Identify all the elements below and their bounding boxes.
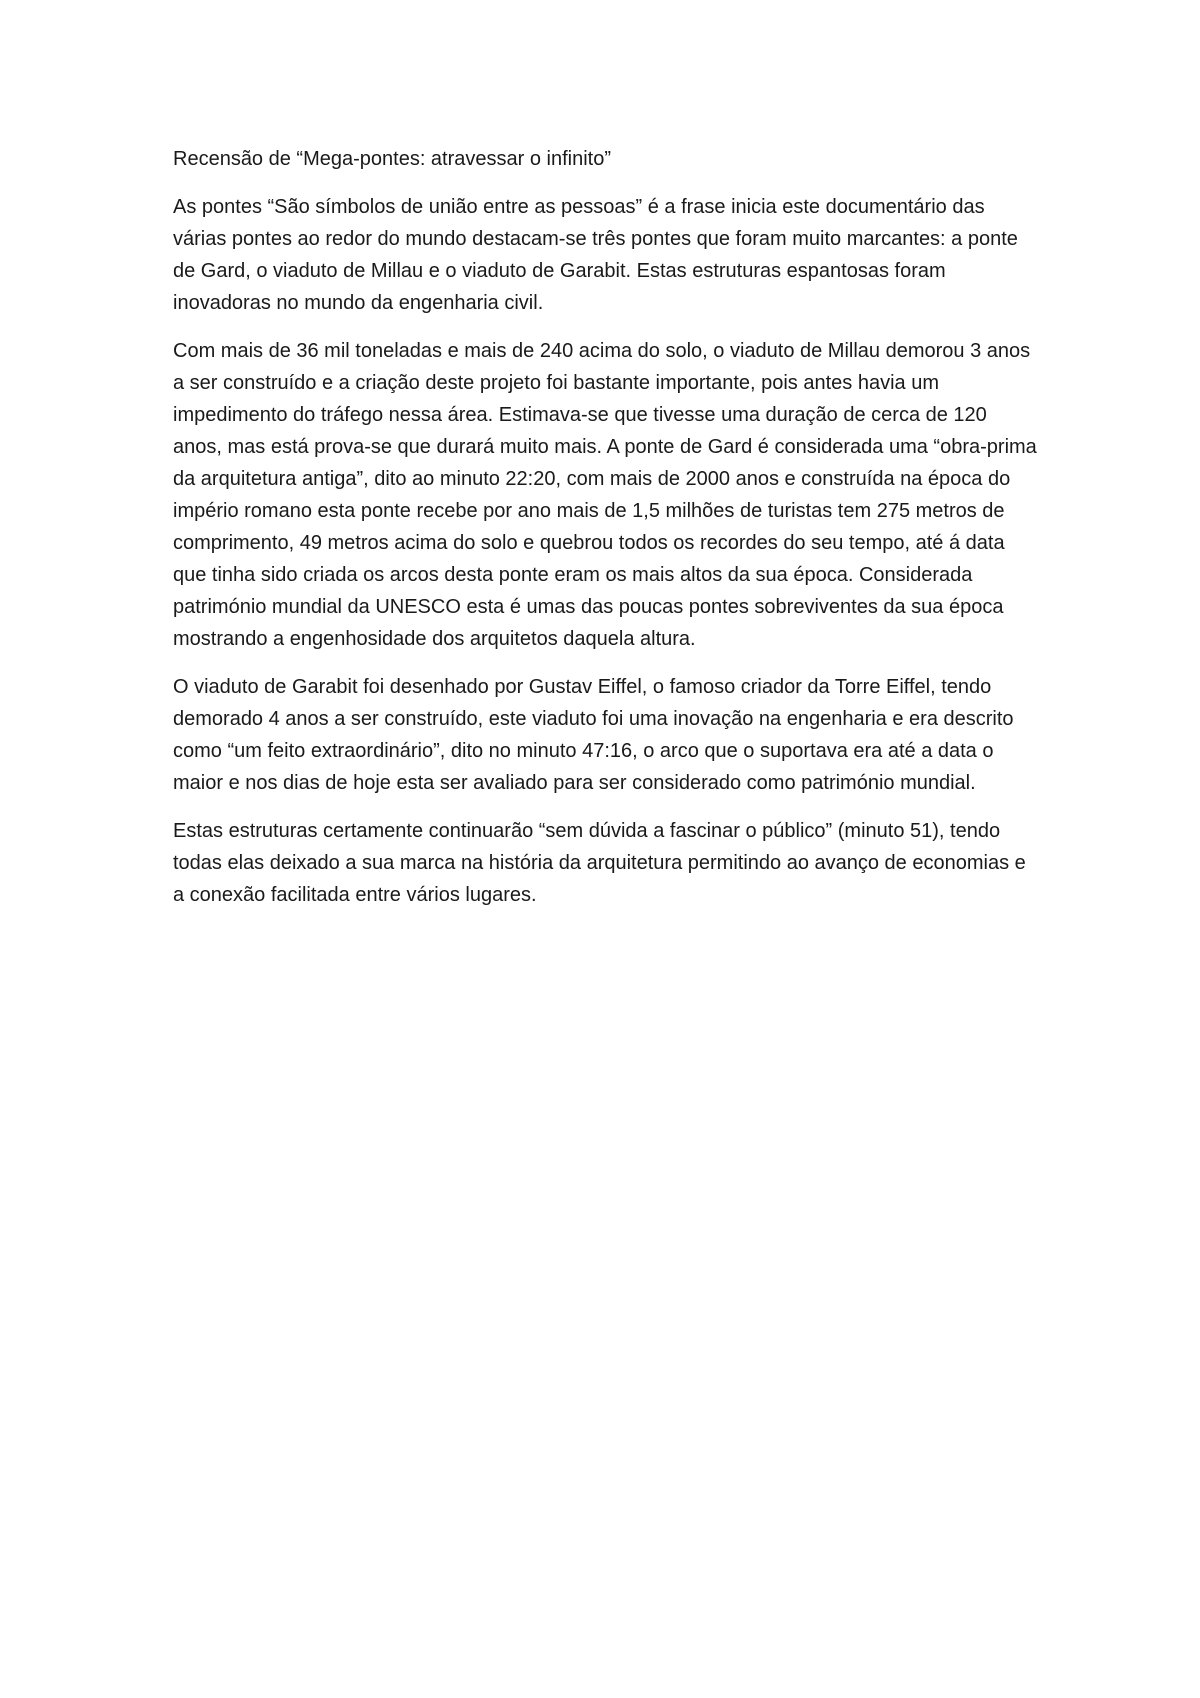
document-title: Recensão de “Mega-pontes: atravessar o infinito” <box>173 148 612 170</box>
document-body <box>173 143 1041 927</box>
paragraph-intro: As pontes “São símbolos de união entre as pessoas” é a frase inicia este documentário das várias pontes ao redor do mundo destacam-se três pontes que foram muito marcantes: a ponte de Gard, o viaduto de Millau e o viaduto de Garabit. Estas estruturas espantosas foram inovadoras no mundo da engenharia civil. <box>173 196 1018 314</box>
paragraph-millau-gard: Com mais de 36 mil toneladas e mais de 240 acima do solo, o viaduto de Millau demorou 3 anos a ser construído e a criação deste projeto foi bastante importante, pois antes havia um impedimento do tráfego nessa área. Estimava-se que tivesse uma duração de cerca de 120 anos, mas está prova-se que durará muito mais. A ponte de Gard é considerada uma “obra-prima da arquitetura antiga”, dito ao minuto 22:20, com mais de 2000 anos e construída na época do império romano esta ponte recebe por ano mais de 1,5 milhões de turistas tem 275 metros de comprimento, 49 metros acima do solo e quebrou todos os recordes do seu tempo, até á data que tinha sido criada os arcos desta ponte eram os mais altos da sua época. Considerada património mundial da UNESCO esta é umas das poucas pontes sobreviventes da sua época mostrando a engenhosidade dos arquitetos daquela altura. <box>173 340 1037 650</box>
paragraph-garabit: O viaduto de Garabit foi desenhado por Gustav Eiffel, o famoso criador da Torre Eiffel, tendo demorado 4 anos a ser construído, este viaduto foi uma inovação na engenharia e era descrito como “um feito extraordinário”, dito no minuto 47:16, o arco que o suportava era até a data o maior e nos dias de hoje esta ser avaliado para ser considerado como património mundial. <box>173 676 1014 794</box>
paragraph-conclusion: Estas estruturas certamente continuarão “sem dúvida a fascinar o público” (minuto 51), tendo todas elas deixado a sua marca na história da arquitetura permitindo ao avanço de economias e a conexão facilitada entre vários lugares. <box>173 820 1026 906</box>
